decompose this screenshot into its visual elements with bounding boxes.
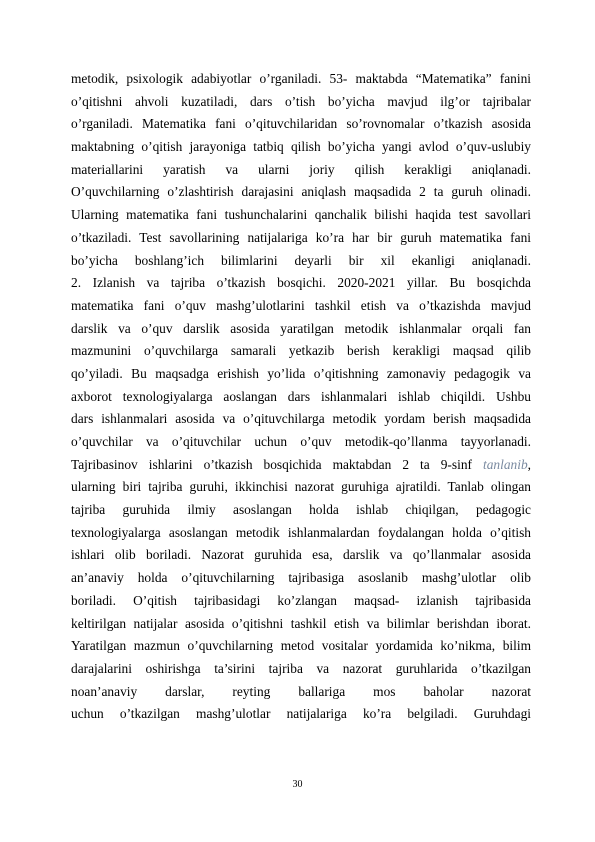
text-line: O’quvchilarning o’zlashtirish darajasini aniqlash maqsadida 2 ta guruh olinadi. xyxy=(71,184,531,200)
text-line: an’anaviy holda o’qituvchilarning tajribasiga asoslanib mashg’ulotlar olib xyxy=(71,570,531,586)
text-line-main: Tajribasinov ishlarini o’tkazish bosqichida maktabdan 2 ta 9-sinf xyxy=(71,456,483,472)
trailing-comma: , xyxy=(527,456,531,472)
faint-word: tanlanib xyxy=(483,456,528,472)
text-line: o’tkaziladi. Test savollarining natijalariga ko’ra har bir guruh matematika fani xyxy=(71,229,531,245)
text-line: 2. Izlanish va tajriba o’tkazish bosqichi. 2020-2021 yillar. Bu bosqichda xyxy=(71,275,531,291)
text-line-with-faint-word xyxy=(71,454,531,477)
text-line: Yaratilgan mazmun o’quvchilarning metod vositalar yordamida ko’nikma, bilim xyxy=(71,638,531,654)
text-line: axborot texnologiyalarga aoslangan dars ishlanmalari ishlab chiqildi. Ushbu xyxy=(71,388,531,404)
text-line: boriladi. O’qitish tajribasidagi ko’zlangan maqsad- izlanish tajribasida xyxy=(71,592,531,608)
text-line: noan’anaviy darslar, reyting ballariga mos baholar nazorat xyxy=(71,683,531,699)
text-line: ularning biri tajriba guruhi, ikkinchisi nazorat guruhiga ajratildi. Tanlab olingan xyxy=(71,479,531,495)
text-line: matematika fani o’quv mashg’ulotlarini tashkil etish va o’tkazishda mavjud xyxy=(71,297,531,313)
page-number: 30 xyxy=(292,779,303,790)
text-line: mazmunini o’quvchilarga samarali yetkazib berish kerakligi maqsad qilib xyxy=(71,343,531,359)
text-line: Ularning matematika fani tushunchalarini qanchalik bilishi haqida test savollari xyxy=(71,207,531,223)
body-paragraph xyxy=(71,68,531,726)
text-line: o’rganiladi. Matematika fani o’qituvchilaridan so’rovnomalar o’tkazish asosida xyxy=(71,116,531,132)
text-line: keltirilgan natijalar asosida o’qitishni tashkil etish va bilimlar berishdan iborat. xyxy=(71,615,531,631)
text-line: dars ishlanmalari asosida va o’qituvchilarga metodik yordam berish maqsadida xyxy=(71,411,531,427)
text-line: maktabning o’qitish jarayoniga tatbiq qilish bo’yicha yangi avlod o’quv-uslubiy xyxy=(71,139,531,155)
text-line: texnologiyalarga asoslangan metodik ishlanmalardan foydalangan holda o’qitish xyxy=(71,524,531,540)
text-line: metodik, psixologik adabiyotlar o’rganiladi. 53- maktabda “Matematika” fanini xyxy=(71,71,531,86)
text-line: uchun o’tkazilgan mashg’ulotlar natijalariga ko’ra belgiladi. Guruhdagi xyxy=(71,706,531,722)
text-line: materiallarini yaratish va ularni joriy qilish kerakligi aniqlanadi. xyxy=(71,161,531,177)
text-line: tajriba guruhida ilmiy asoslangan holda ishlab chiqilgan, pedagogic xyxy=(71,502,531,518)
text-line: bo’yicha boshlang’ich bilimlarini deyarli bir xil ekanligi aniqlanadi. xyxy=(71,252,531,268)
text-line: darslik va o’quv darslik asosida yaratilgan metodik ishlanmalar orqali fan xyxy=(71,320,531,336)
text-line: darajalarini oshirishga ta’sirini tajriba va nazorat guruhlarida o’tkazilgan xyxy=(71,660,531,676)
text-line: o’qitishni ahvoli kuzatiladi, dars o’tish bo’yicha mavjud ilg’or tajribalar xyxy=(71,93,531,109)
text-line: ishlari olib boriladi. Nazorat guruhida esa, darslik va qo’llanmalar asosida xyxy=(71,547,531,563)
text-line: o’quvchilar va o’qituvchilar uchun o’quv metodik-qo’llanma tayyorlanadi. xyxy=(71,434,531,449)
text-line: qo’yiladi. Bu maqsadga erishish yo’lida o’qitishning zamonaviy pedagogik va xyxy=(71,365,531,381)
